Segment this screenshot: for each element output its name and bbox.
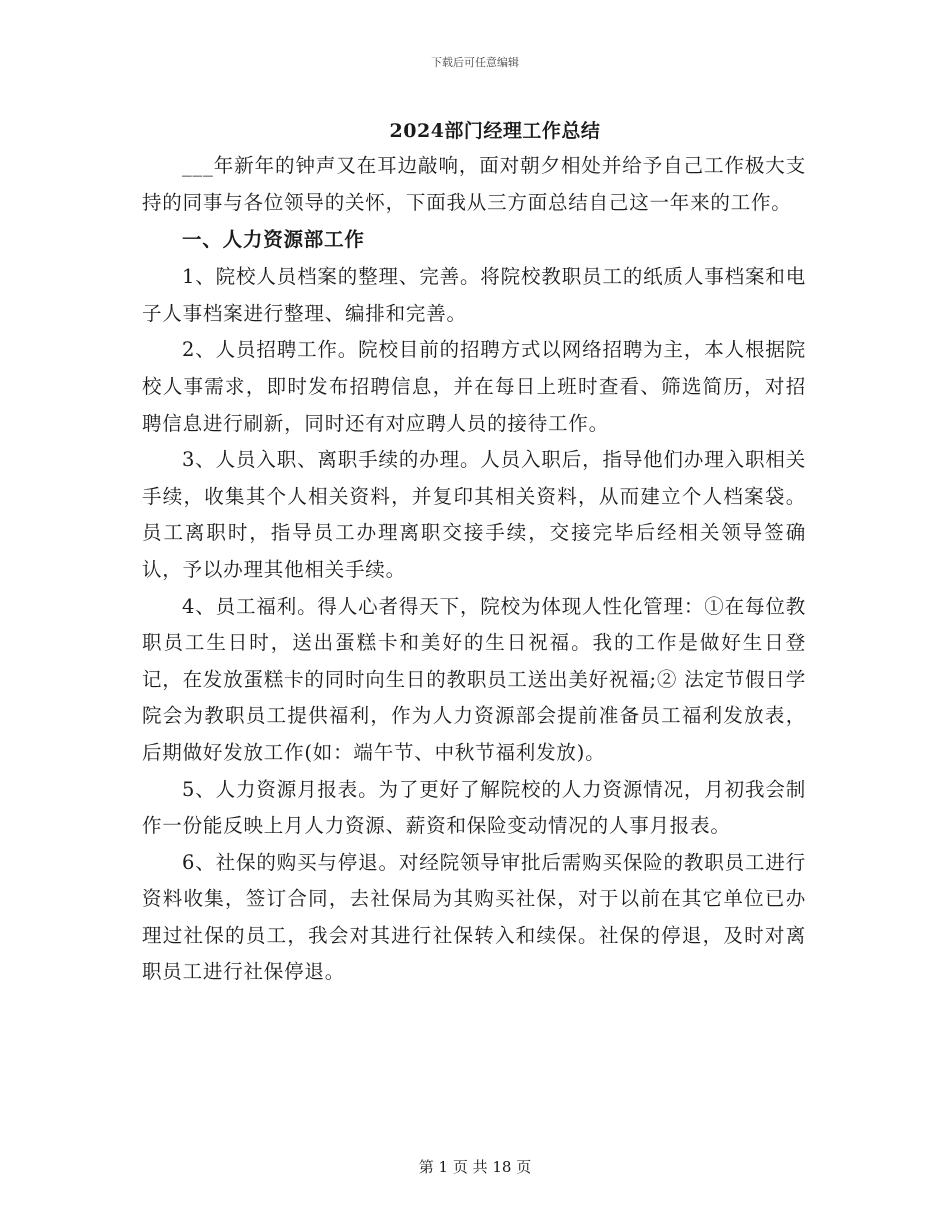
paragraph-3: 3、人员入职、离职手续的办理。人员入职后，指导他们办理入职相关手续，收集其个人相关资料，并复印其相关资料，从而建立个人档案袋。员工离职时，指导员工办理离职交接手续，交接完毕后经相关领导签确认，予以办理其他相关手续。: [142, 448, 806, 581]
paragraph-6: 6、社保的购买与停退。对经院领导审批后需购买保险的教职员工进行资料收集，签订合同，去社保局为其购买社保，对于以前在其它单位已办理过社保的员工，我会对其进行社保转入和续保。社保的停退，及时对离职员工进行社保停退。: [142, 850, 806, 984]
paragraph-4: 4、员工福利。得人心者得天下，院校为体现人性化管理：①在每位教职员工生日时，送出蛋糕卡和美好的生日祝福。我的工作是做好生日登记，在发放蛋糕卡的同时向生日的教职员工送出美好祝福;② 法定节假日学院会为教职员工提供福利，作为人力资源部会提前准备员工福利发放表，后期做好发放工作(如：端午节、中秋节福利发放)。: [142, 594, 806, 764]
document-title: 2024部门经理工作总结: [389, 120, 601, 142]
section-heading: 一、人力资源部工作: [182, 228, 365, 252]
paragraph-2: 2、人员招聘工作。院校目前的招聘方式以网络招聘为主，本人根据院校人事需求，即时发布招聘信息，并在每日上班时查看、筛选简历，对招聘信息进行刷新，同时还有对应聘人员的接待工作。: [142, 338, 806, 435]
document-body: [142, 148, 806, 991]
paragraph-5: 5、人力资源月报表。为了更好了解院校的人力资源情况，月初我会制作一份能反映上月人力资源、薪资和保险变动情况的人事月报表。: [142, 777, 806, 838]
paragraph-1: 1、院校人员档案的整理、完善。将院校教职员工的纸质人事档案和电子人事档案进行整理、编排和完善。: [142, 265, 806, 325]
page-number: 第 1 页 共 18 页: [418, 1158, 532, 1176]
intro-paragraph: ___年新年的钟声又在耳边敲响，面对朝夕相处并给予自己工作极大支持的同事与各位领导的关怀，下面我从三方面总结自己这一年来的工作。: [142, 154, 806, 214]
header-note: 下载后可任意编辑: [431, 56, 519, 69]
